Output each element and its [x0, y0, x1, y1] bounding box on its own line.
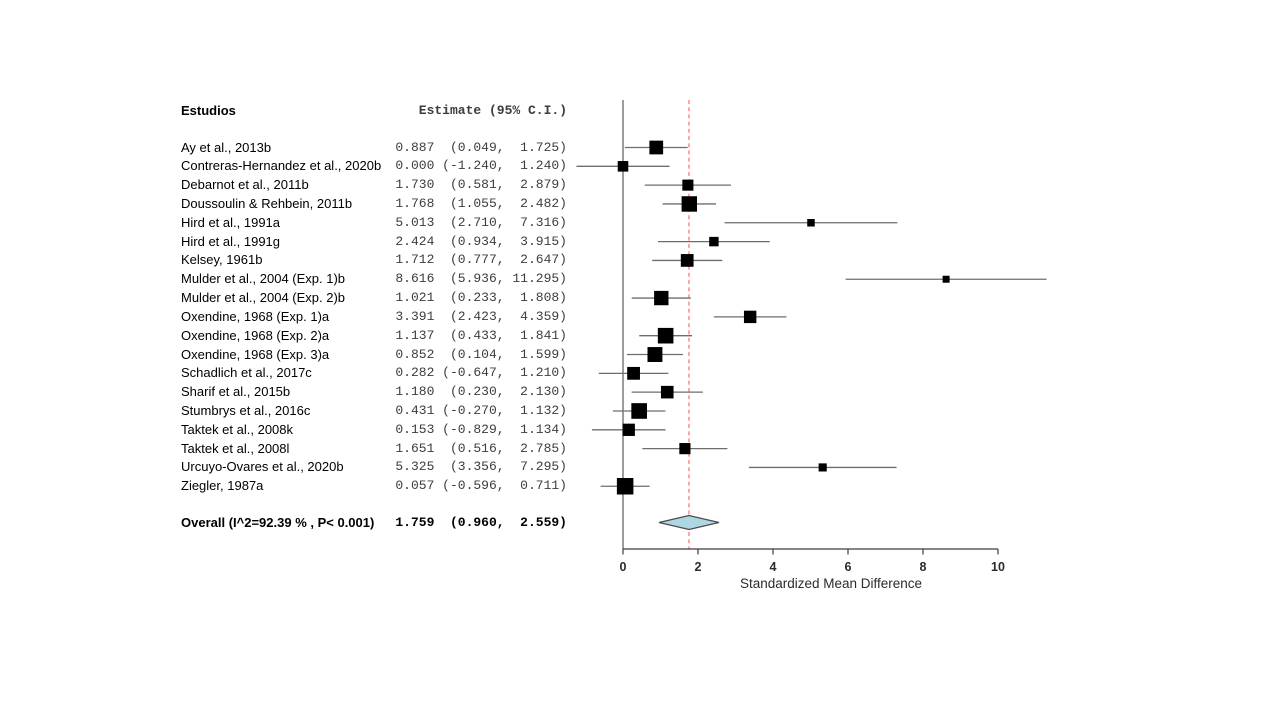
study-label: Ziegler, 1987a — [181, 478, 264, 494]
x-axis-tick-label: 0 — [619, 560, 627, 574]
x-axis-tick-label: 4 — [769, 560, 777, 574]
study-estimate: 1.730 (0.581, 2.879) — [395, 177, 567, 193]
effect-square — [654, 291, 668, 305]
effect-square — [943, 276, 950, 283]
study-estimate: 0.852 (0.104, 1.599) — [395, 346, 567, 362]
study-estimate: 3.391 (2.423, 4.359) — [395, 308, 567, 324]
effect-square — [658, 328, 674, 344]
effect-square — [647, 347, 662, 362]
study-label: Hird et al., 1991g — [181, 233, 281, 249]
study-estimate: 1.768 (1.055, 2.482) — [395, 195, 567, 211]
study-estimate: 0.000 (-1.240, 1.240) — [395, 158, 567, 174]
study-estimate: 0.887 (0.049, 1.725) — [395, 139, 567, 155]
effect-square — [627, 367, 640, 380]
study-estimate: 1.021 (0.233, 1.808) — [395, 290, 567, 306]
study-estimate: 1.712 (0.777, 2.647) — [395, 252, 567, 268]
study-label: Debarnot et al., 2011b — [181, 177, 309, 193]
study-label: Schadlich et al., 2017c — [181, 365, 312, 381]
x-axis-tick-label: 2 — [694, 560, 702, 574]
study-label: Oxendine, 1968 (Exp. 3)a — [181, 346, 330, 362]
overall-label: Overall (I^2=92.39 % , P< 0.001) — [181, 514, 375, 530]
study-label: Hird et al., 1991a — [181, 214, 281, 230]
study-estimate: 0.431 (-0.270, 1.132) — [395, 402, 567, 418]
effect-square — [631, 403, 647, 419]
study-estimate: 8.616 (5.936, 11.295) — [395, 271, 567, 287]
study-estimate: 5.013 (2.710, 7.316) — [395, 214, 567, 230]
overall-estimate: 1.759 (0.960, 2.559) — [395, 514, 567, 530]
x-axis-tick-label: 8 — [919, 560, 927, 574]
effect-square — [661, 386, 674, 399]
study-estimate: 5.325 (3.356, 7.295) — [395, 459, 567, 475]
study-estimate: 2.424 (0.934, 3.915) — [395, 233, 567, 249]
column-header-studies: Estudios — [181, 103, 236, 118]
effect-square — [681, 254, 694, 267]
study-estimate: 1.651 (0.516, 2.785) — [395, 440, 567, 456]
study-label: Taktek et al., 2008k — [181, 421, 294, 437]
x-axis-title: Standardized Mean Difference — [739, 576, 923, 591]
study-label: Mulder et al., 2004 (Exp. 2)b — [181, 290, 346, 306]
study-label: Doussoulin & Rehbein, 2011b — [181, 195, 353, 211]
effect-square — [682, 196, 697, 211]
study-label: Kelsey, 1961b — [181, 252, 263, 268]
study-estimate: 1.137 (0.433, 1.841) — [395, 327, 567, 343]
study-label: Urcuyo-Ovares et al., 2020b — [181, 459, 344, 475]
study-label: Mulder et al., 2004 (Exp. 1)b — [181, 271, 346, 287]
column-header-estimate: Estimate (95% C.I.) — [418, 103, 567, 118]
study-estimate: 0.153 (-0.829, 1.134) — [395, 421, 567, 437]
x-axis-tick-label: 10 — [991, 560, 1005, 574]
study-estimate: 1.180 (0.230, 2.130) — [395, 384, 567, 400]
study-estimate: 0.057 (-0.596, 0.711) — [395, 478, 567, 494]
effect-square — [617, 478, 634, 495]
study-label: Ay et al., 2013b — [181, 139, 272, 155]
overall-diamond — [659, 516, 719, 530]
study-label: Stumbrys et al., 2016c — [181, 402, 311, 418]
study-label: Contreras-Hernandez et al., 2020b — [181, 158, 382, 174]
effect-square — [623, 424, 635, 436]
x-axis-tick-label: 6 — [844, 560, 852, 574]
effect-square — [682, 180, 693, 191]
study-label: Sharif et al., 2015b — [181, 384, 291, 400]
effect-square — [618, 161, 629, 172]
study-label: Taktek et al., 2008l — [181, 440, 290, 456]
effect-square — [744, 311, 756, 323]
study-label: Oxendine, 1968 (Exp. 1)a — [181, 308, 330, 324]
effect-square — [819, 463, 827, 471]
effect-square — [649, 141, 663, 155]
effect-square — [679, 443, 690, 454]
effect-square — [709, 237, 718, 246]
effect-square — [807, 219, 815, 227]
study-label: Oxendine, 1968 (Exp. 2)a — [181, 327, 330, 343]
study-estimate: 0.282 (-0.647, 1.210) — [395, 365, 567, 381]
